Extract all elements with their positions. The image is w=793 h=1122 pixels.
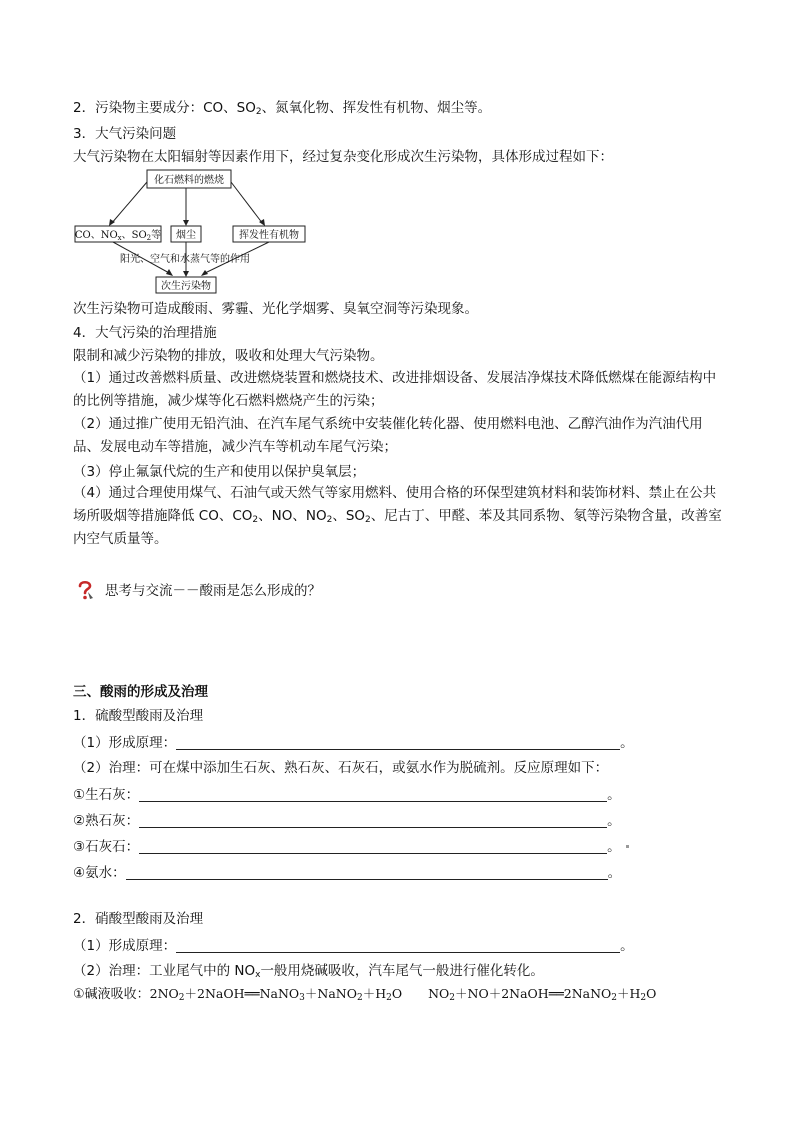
equation-1: $2NO_2+2NaOH══NaNO_3+NaNO_2+H_2O$	[149, 986, 403, 1003]
question-icon	[75, 579, 95, 601]
limestone-row: ③石灰石： 。	[73, 839, 621, 855]
nitric-treatment: （2）治理：工业尾气中的 $NO_x$一般用烧碱吸收，汽车尾气一般进行催化转化。	[73, 963, 544, 980]
nitric-heading: 2．硝酸型酸雨及治理	[73, 911, 204, 927]
measure-4: （4）通过合理使用煤气、石油气或天然气等家用燃料、使用合格的环保型建筑材料和装饰材料、禁止在公共场所吸烟等措施降低 CO、$CO_2$、NO、$NO_2$、$SO_2$、尼古丁、甲醛、苯及其同系物、氡等污染物含量，改善室内空气质量等。	[73, 485, 722, 547]
measure-2: （2）通过推广使用无铅汽油、在汽车尾气系统中安装催化转化器、使用燃料电池、乙醇汽油作为汽油代用品、发展电动车等措施，减少汽车等机动车尾气污染；	[73, 416, 703, 455]
diagram-top-text: 化石燃料的燃烧	[154, 175, 224, 186]
effects-line: 次生污染物可造成酸雨、雾霾、光化学烟雾、臭氧空洞等污染现象。	[73, 301, 478, 317]
diagram-condition-label: 阳光、空气和水蒸气等的作用	[120, 254, 250, 265]
measures-intro: 限制和减少污染物的排放，吸收和处理大气污染物。	[73, 348, 384, 364]
measure-1: （1）通过改善燃料质量、改进燃烧装置和燃烧技术、改进排烟设备、发展洁净煤技术降低燃煤在能源结构中的比例等措施，减少煤等化石燃料燃烧产生的污染；	[73, 370, 717, 409]
ammonia-row: ④氨水： 。	[73, 865, 622, 881]
alkali-absorption-row: ①碱液吸收：$2NO_2+2NaOH══NaNO_3+NaNO_2+H_2O$ $NO_2+NO+2NaOH══2NaNO_2+H_2O$	[73, 986, 657, 1003]
slaked-lime-blank[interactable]	[139, 813, 607, 828]
problem-heading: 3．大气污染问题	[73, 126, 177, 142]
sulfuric-treatment: （2）治理：可在煤中添加生石灰、熟石灰、石灰石，或氨水作为脱硫剂。反应原理如下：	[73, 760, 609, 776]
diagram-middle-text: 烟尘	[176, 230, 196, 241]
equation-2: $NO_2+NO+2NaOH══2NaNO_2+H_2O$	[428, 986, 657, 1003]
think-exchange: 思考与交流－－酸雨是怎么形成的？	[105, 583, 321, 599]
diagram-right-text: 挥发性有机物	[239, 230, 299, 241]
sulfuric-principle-blank[interactable]	[176, 735, 620, 750]
diagram-bottom-text: 次生污染物	[161, 281, 211, 292]
pollutants-line: 2．污染物主要成分：CO、$SO_2$、氮氧化物、挥发性有机物、烟尘等。	[73, 100, 492, 117]
nitric-principle-blank[interactable]	[176, 938, 620, 953]
measures-heading: 4．大气污染的治理措施	[73, 325, 217, 341]
quicklime-row: ①生石灰： 。	[73, 787, 621, 803]
stray-dot	[626, 845, 629, 848]
sulfuric-principle-row: （1）形成原理： 。	[73, 735, 634, 751]
sulfuric-heading: 1．硫酸型酸雨及治理	[73, 708, 204, 724]
pollution-formation-diagram	[73, 168, 313, 294]
measure-3: （3）停止氟氯代烷的生产和使用以保护臭氧层；	[73, 464, 366, 480]
section-3-title: 三、酸雨的形成及治理	[73, 684, 208, 700]
ammonia-blank[interactable]	[126, 865, 608, 880]
slaked-lime-row: ②熟石灰： 。	[73, 813, 621, 829]
nitric-principle-row: （1）形成原理： 。	[73, 938, 634, 954]
problem-text: 大气污染物在太阳辐射等因素作用下，经过复杂变化形成次生污染物，具体形成过程如下：	[73, 149, 613, 165]
limestone-blank[interactable]	[139, 839, 607, 854]
diagram-left-text: CO、$NO_x$、$SO_2$等	[74, 230, 162, 242]
quicklime-blank[interactable]	[139, 787, 607, 802]
